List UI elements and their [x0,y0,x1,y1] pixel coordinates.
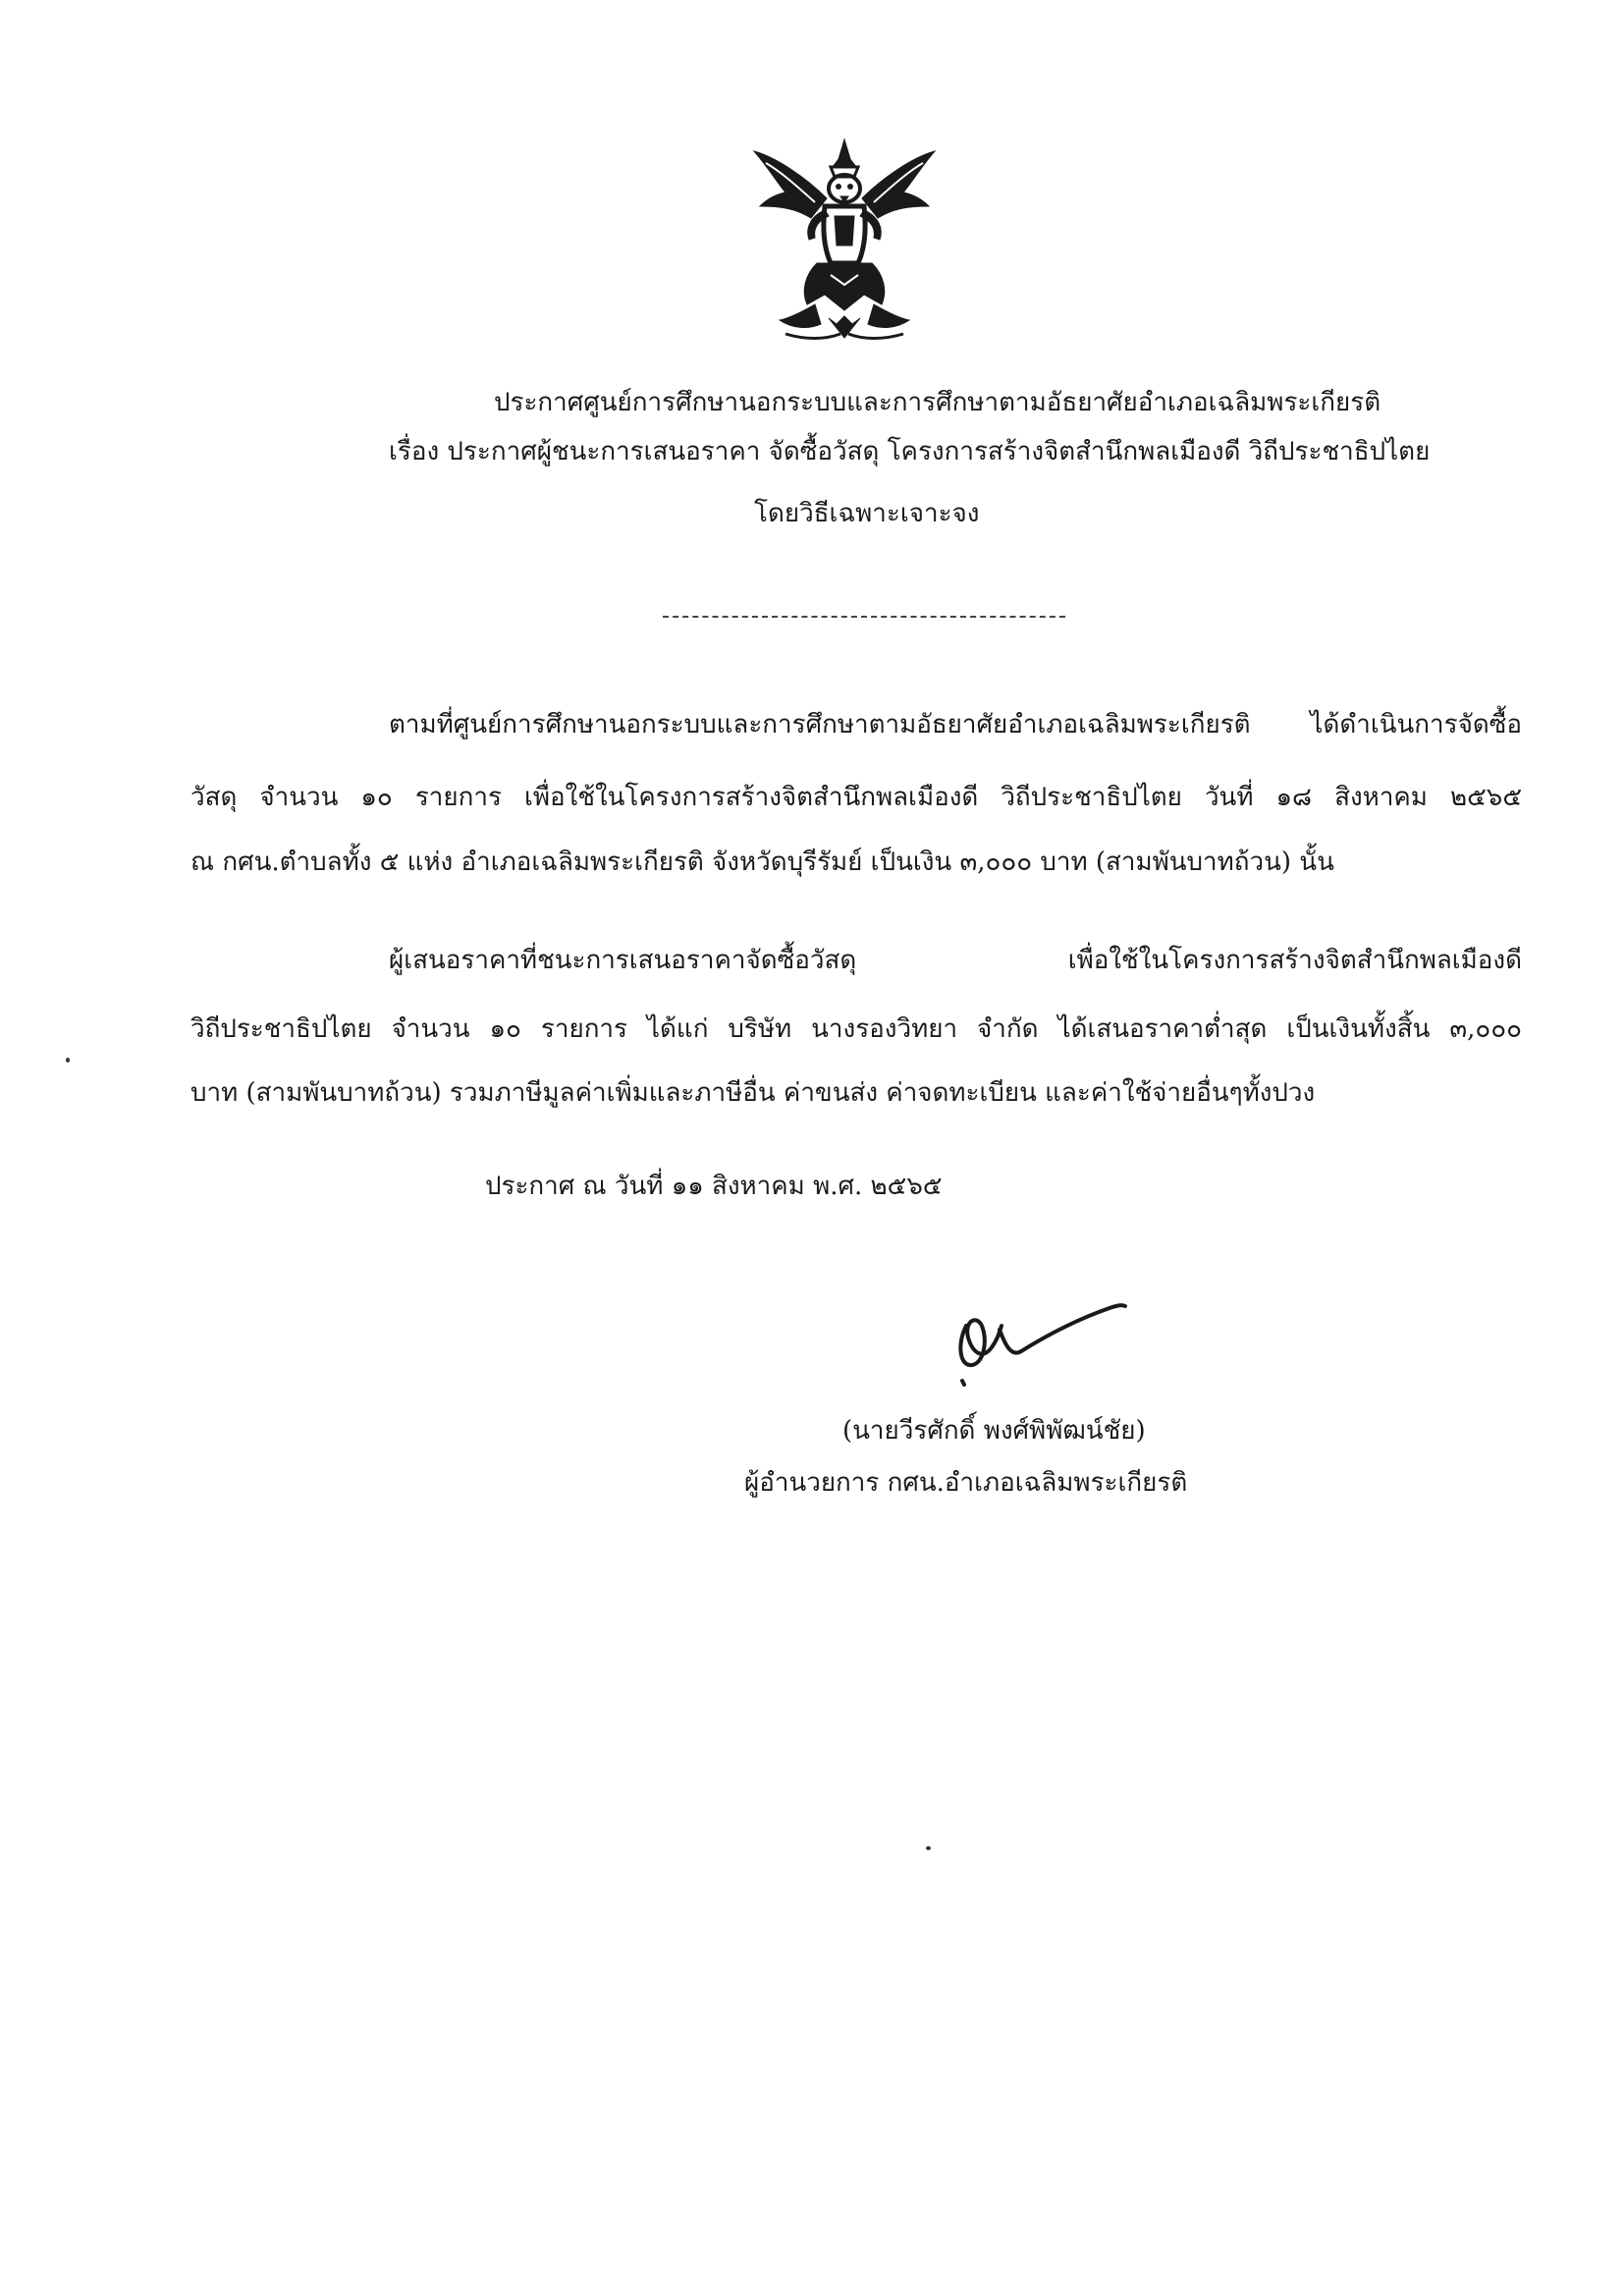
announcement-method: โดยวิธีเฉพาะเจาะจง [754,499,980,528]
garuda-emblem-icon [746,137,943,344]
scan-speck [926,1846,931,1850]
paragraph-1-line-1: ตามที่ศูนย์การศึกษานอกระบบและการศึกษาตามอัธยาศัยอำเภอเฉลิมพระเกียรติ ได้ดำเนินการจัดซื้อ [389,710,1522,739]
signer-position: ผู้อำนวยการ กศน.อำเภอเฉลิมพระเกียรติ [744,1468,1188,1498]
paragraph-2-line-2: วิถีประชาธิปไตย จำนวน ๑๐ รายการ ได้แก่ บริษัท นางรองวิทยา จำกัด ได้เสนอราคาต่ำสุด เป็นเงินทั้งสิ้น ๓,๐๐๐ [190,1014,1522,1044]
announce-date: ประกาศ ณ วันที่ ๑๑ สิงหาคม พ.ศ. ๒๕๖๕ [485,1172,943,1201]
paragraph-1-line-3: ณ กศน.ตำบลทั้ง ๕ แห่ง อำเภอเฉลิมพระเกียรติ จังหวัดบุรีรัมย์ เป็นเงิน ๓,๐๐๐ บาท (สามพันบาทถ้วน) นั้น [190,847,1334,877]
paragraph-2-line-1: ผู้เสนอราคาที่ชนะการเสนอราคาจัดซื้อวัสดุ เพื่อใช้ในโครงการสร้างจิตสำนึกพลเมืองดี [389,946,1522,975]
signature-icon [943,1286,1139,1394]
paragraph-2-line-3: บาท (สามพันบาทถ้วน) รวมภาษีมูลค่าเพิ่มและภาษีอื่น ค่าขนส่ง ค่าจดทะเบียน และค่าใช้จ่ายอื่นๆทั้งปวง [190,1078,1316,1108]
paragraph-1-line-2: วัสดุ จำนวน ๑๐ รายการ เพื่อใช้ในโครงการสร้างจิตสำนึกพลเมืองดี วิถีประชาธิปไตย วันที่ ๑๘ สิงหาคม ๒๕๖๕ [190,783,1522,812]
signer-name: (นายวีรศักดิ์ พงศ์พิพัฒน์ชัย) [842,1416,1146,1446]
announcement-title: ประกาศศูนย์การศึกษานอกระบบและการศึกษาตามอัธยาศัยอำเภอเฉลิมพระเกียรติ [494,388,1381,417]
announcement-subject: เรื่อง ประกาศผู้ชนะการเสนอราคา จัดซื้อวัสดุ โครงการสร้างจิตสำนึกพลเมืองดี วิถีประชาธิปไตย [389,437,1431,466]
dashed-separator [663,616,1065,618]
scan-speck [66,1058,70,1063]
